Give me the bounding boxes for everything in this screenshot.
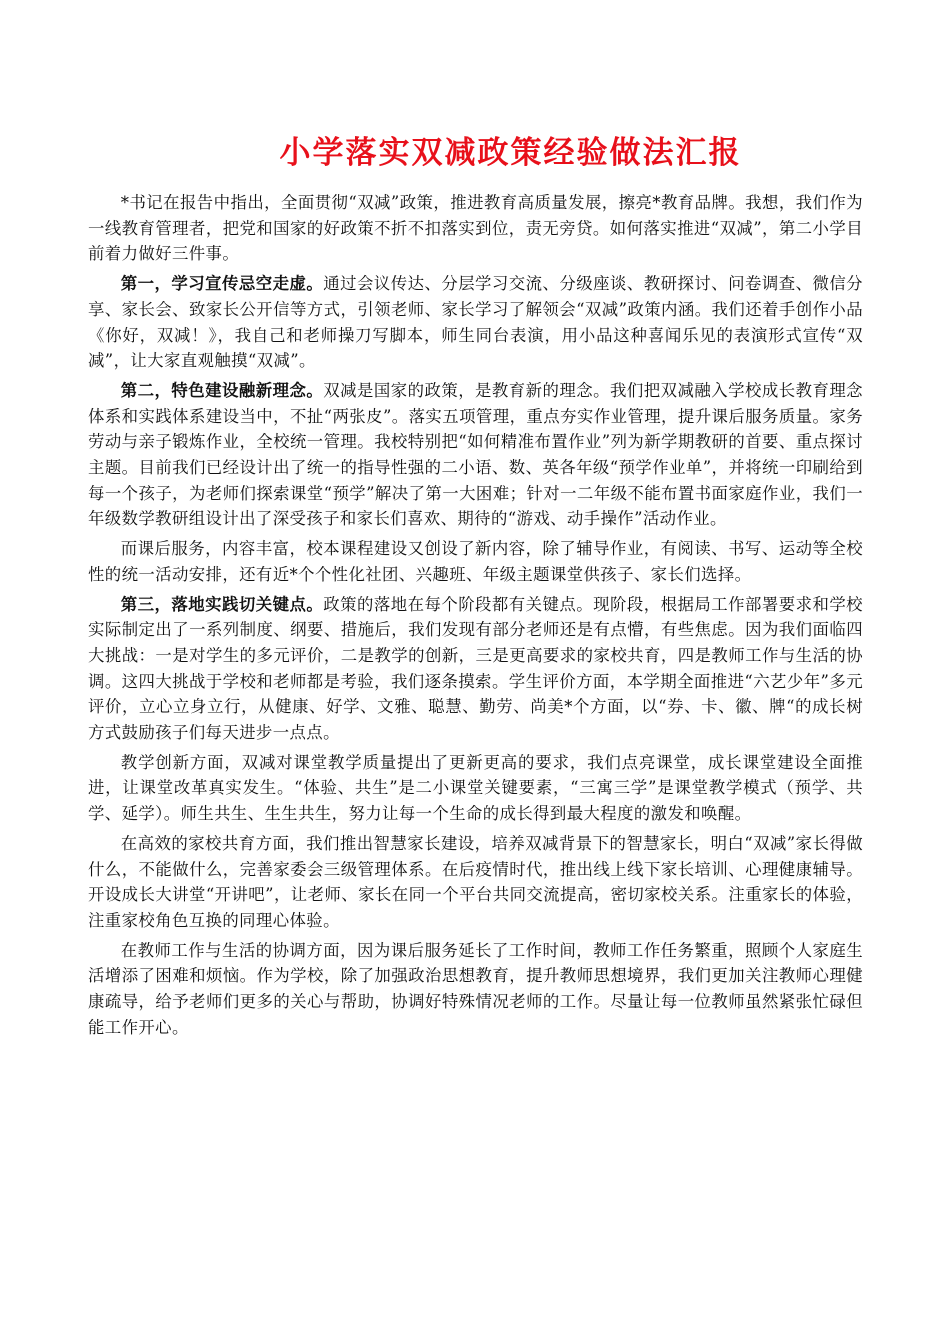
paragraph-lead: 第一，学习宣传忌空走虚。: [120, 274, 324, 294]
paragraph-text: 政策的落地在每个阶段都有关键点。现阶段，根据局工作部署要求和学校实际制定出了一系列制度、纲要、措施后，我们发现有部分老师还是有点懵，有些焦虑。因为我们面临四大挑战：一是对学生的多元评价，二是教学的创新，三是更高要求的家校共育，四是教师工作与生活的协调。这四大挑战于学校和老师都是考验，我们逐条摸索。学生评价方面，本学期全面推进“六艺少年”多元评价，立心立身立行，从健康、好学、文雅、聪慧、勤劳、尚美*个方面，以“券、卡、徽、牌“的成长树方式鼓励孩子们每天进步一点点。: [88, 594, 863, 743]
paragraph-teaching-innovation: [88, 750, 863, 827]
paragraph-third-point: [88, 592, 863, 746]
paragraph-after-school-service: [88, 536, 863, 587]
document-page: [88, 130, 863, 1045]
document-title: 小学落实双减政策经验做法汇报: [279, 135, 742, 171]
paragraph-home-school: [88, 831, 863, 934]
paragraph-lead: 第三，落地实践切关键点。: [120, 594, 324, 614]
paragraph-text: *书记在报告中指出，全面贯彻“双减”政策，推进教育高质量发展，擦亮*教育品牌。我想，我们作为一线教育管理者，把党和国家的好政策不折不扣落实到位，责无旁贷。如何落实推进“双减”，第二小学目前着力做好三件事。: [88, 193, 863, 264]
paragraph-second-point: [88, 378, 863, 532]
paragraph-text: 而课后服务，内容丰富，校本课程建设又创设了新内容，除了辅导作业，有阅读、书写、运动等全校性的统一活动安排，还有近*个个性化社团、兴趣班、年级主题课堂供孩子、家长们选择。: [88, 539, 863, 584]
paragraph-text: 通过会议传达、分层学习交流、分级座谈、教研探讨、问卷调查、微信分享、家长会、致家长公开信等方式，引领老师、家长学习了解领会“双减”政策内涵。我们还着手创作小品《你好，双减！》，我自己和老师操刀写脚本，师生同台表演，用小品这种喜闻乐见的表演形式宣传“双减”，让大家直观触摸“双减”。: [88, 274, 863, 371]
paragraph-text: 教学创新方面，双减对课堂教学质量提出了更新更高的要求，我们点亮课堂，成长课堂建设全面推进，让课堂改革真实发生。“体验、共生”是二小课堂关键要素，“三寓三学”是课堂教学模式（预学、共学、延学）。师生共生、生生共生，努力让每一个生命的成长得到最大程度的激发和唤醒。: [88, 752, 863, 824]
paragraph-lead: 第二，特色建设融新理念。: [120, 380, 324, 400]
paragraph-first-point: [88, 271, 863, 374]
paragraph-text: 双减是国家的政策，是教育新的理念。我们把双减融入学校成长教育理念体系和实践体系建设当中，不扯“两张皮”。落实五项管理，重点夯实作业管理，提升课后服务质量。家务劳动与亲子锻炼作业，全校统一管理。我校特别把“如何精准布置作业”列为新学期教研的首要、重点探讨主题。目前我们已经设计出了统一的指导性强的二小语、数、英各年级“预学作业单”，并将统一印刷给到每一个孩子，为老师们探索课堂“预学”解决了第一大困难；针对一二年级不能布置书面家庭作业，我们一年级数学教研组设计出了深受孩子和家长们喜欢、期待的“游戏、动手操作”活动作业。: [88, 380, 863, 529]
paragraph-text: 在教师工作与生活的协调方面，因为课后服务延长了工作时间，教师工作任务繁重，照顾个人家庭生活增添了困难和烦恼。作为学校，除了加强政治思想教育，提升教师思想境界，我们更加关注教师心理健康疏导，给予老师们更多的关心与帮助，协调好特殊情况老师的工作。尽量让每一位教师虽然紧张忙碌但能工作开心。: [88, 940, 863, 1037]
paragraph-text: 在高效的家校共育方面，我们推出智慧家长建设，培养双减背景下的智慧家长，明白“双减”家长得做什么，不能做什么，完善家委会三级管理体系。在后疫情时代，推出线上线下家长培训、心理健康辅导。开设成长大讲堂“开讲吧”，让老师、家长在同一个平台共同交流提高，密切家校关系。注重家长的体验，注重家校角色互换的同理心体验。: [88, 833, 863, 930]
paragraph-teacher-balance: [88, 938, 863, 1041]
paragraph-intro: [88, 190, 863, 267]
